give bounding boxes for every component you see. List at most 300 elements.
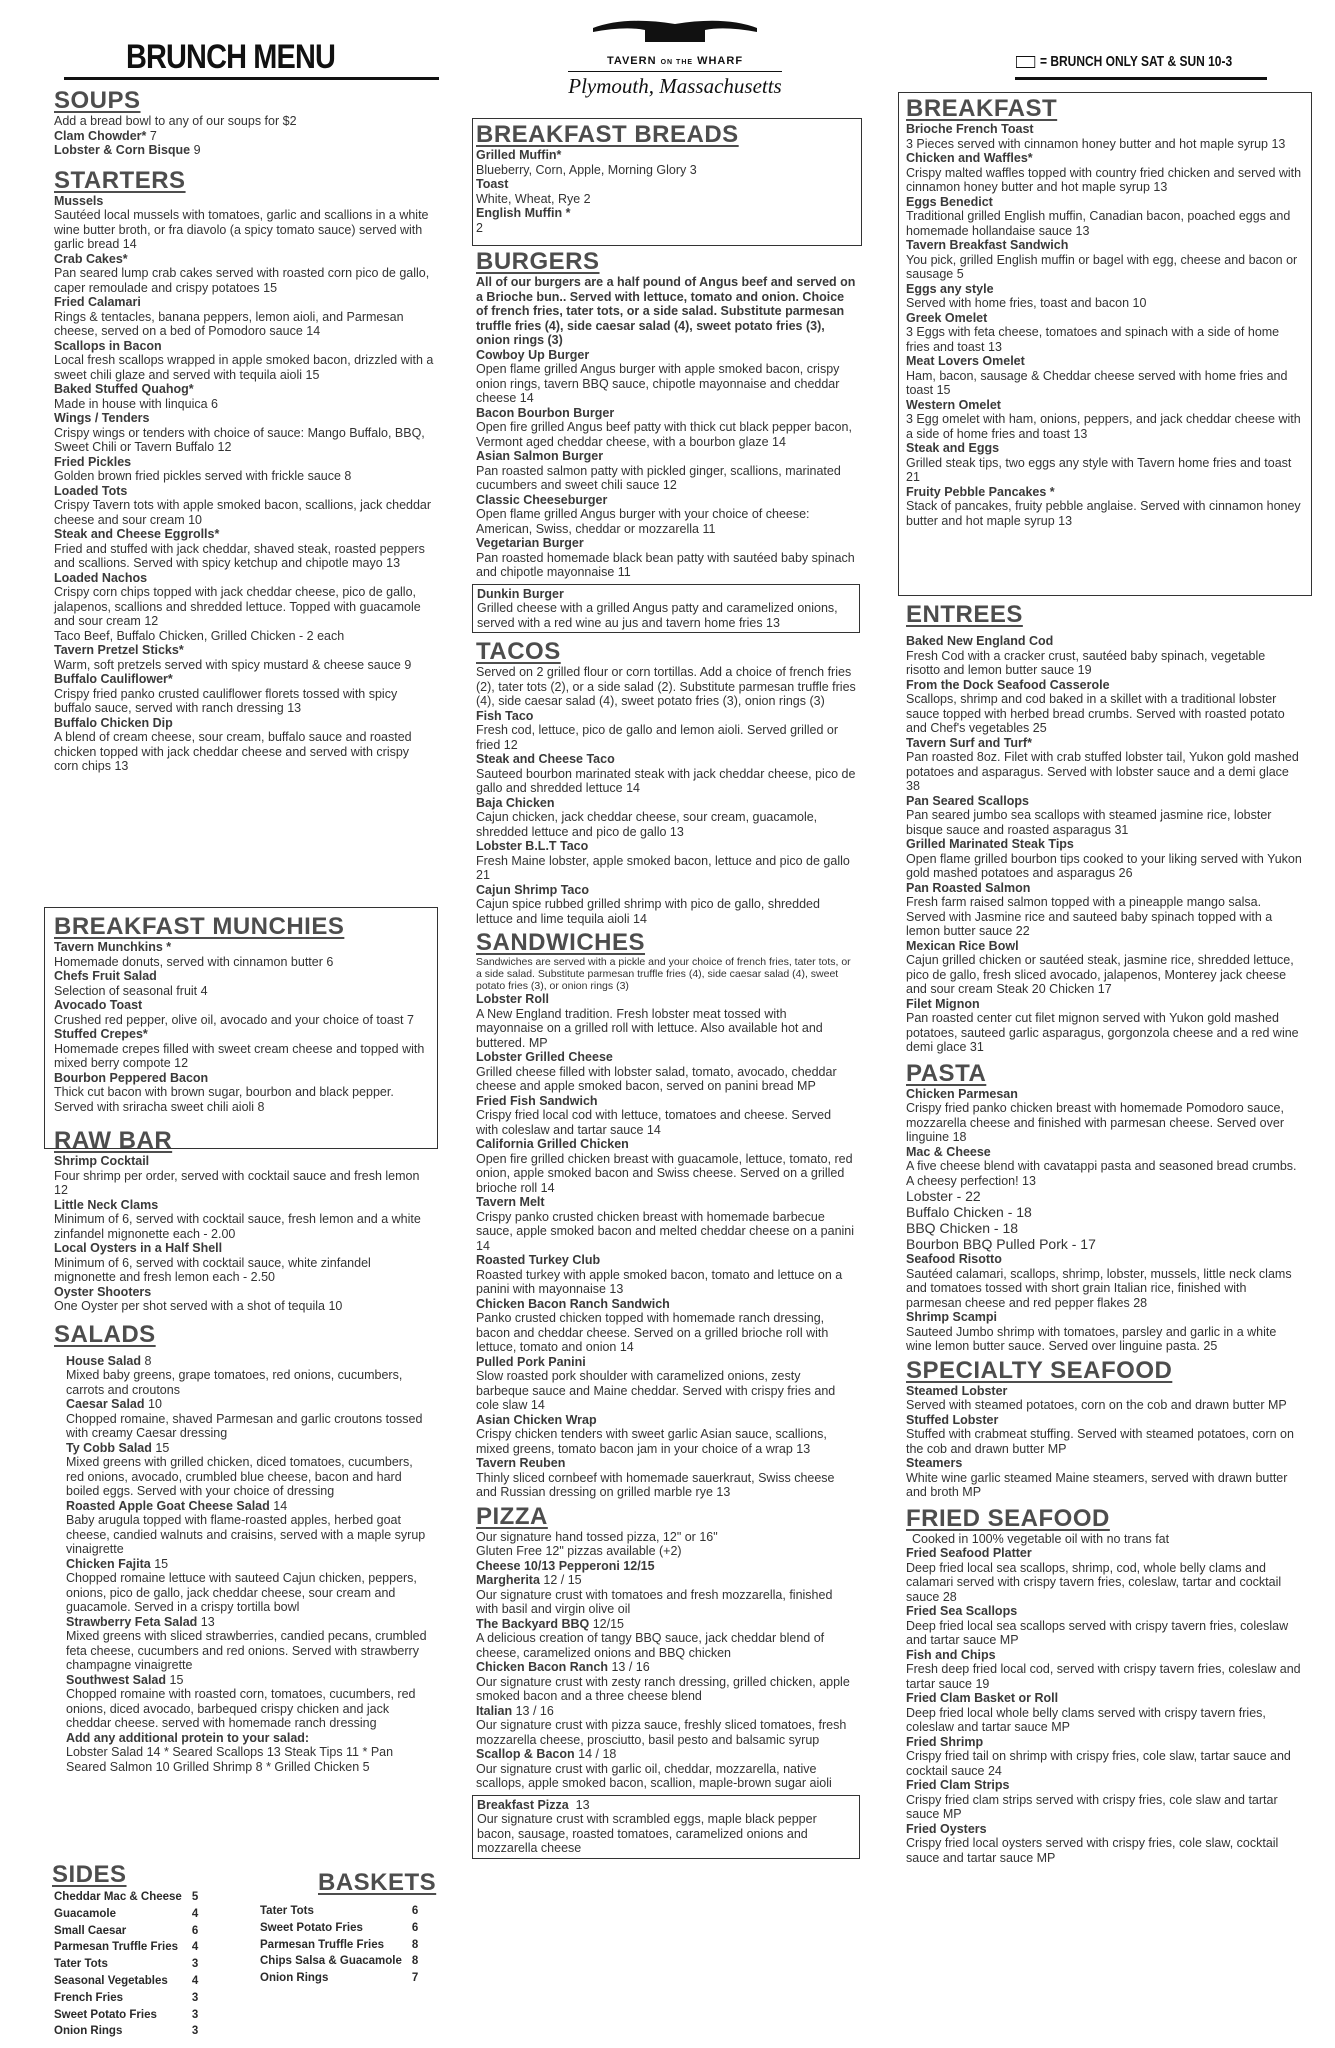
- mac-option: Lobster - 22: [906, 1188, 981, 1204]
- menu-item-name: Fish Taco: [476, 708, 534, 723]
- menu-item-desc: Cajun grilled chicken or sautéed steak, jasmine rice, shredded lettuce, pico de gallo, fresh sliced avocado, jalapenos, Monterey jack cheese and sour cream Steak 20 Chicken 17: [906, 953, 1294, 996]
- menu-item: [906, 678, 1302, 736]
- menu-item-name: Greek Omelet: [906, 310, 988, 325]
- baskets-block: [250, 1870, 440, 1988]
- menu-item-title: [906, 1735, 1302, 1750]
- menu-item-desc: Fresh cod, lettuce, pico de gallo and lemon aioli. Served grilled or fried 12: [476, 723, 839, 752]
- side-price: 5: [191, 1891, 199, 1903]
- menu-item-name: Pulled Pork Panini: [476, 1354, 586, 1369]
- menu-item-desc: White, Wheat, Rye 2: [476, 191, 591, 206]
- menu-item-desc: Slow roasted pork shoulder with caramelized onions, zesty barbeque sauce and Maine cheddar. Served with crispy fries and cole slaw 14: [476, 1369, 836, 1412]
- menu-item-name: Strawberry Feta Salad: [66, 1614, 198, 1629]
- menu-item-desc: Crispy wings or tenders with choice of sauce: Mango Buffalo, BBQ, Sweet Chili or Tavern Buffalo 12: [54, 425, 425, 454]
- menu-item-desc: Panko crusted chicken topped with homemade ranch dressing, bacon and cheddar cheese. Served on a grilled brioche roll with lettuce, tomato and onion 14: [476, 1311, 829, 1354]
- menu-item-price: 12/15: [592, 1616, 624, 1631]
- menu-item-title: [54, 252, 434, 267]
- menu-item-desc: Open flame grilled Angus burger with your choice of cheese: American, Swiss, cheddar or mozzarella 11: [476, 507, 810, 536]
- menu-item-price: 13 / 16: [611, 1660, 650, 1674]
- menu-item-desc: Crispy malted waffles topped with country fried chicken and served with cinnamon honey butter and hot maple syrup 13: [906, 165, 1302, 194]
- menu-item-title: [906, 282, 1302, 297]
- menu-item-name: Scallops in Bacon: [54, 338, 162, 353]
- section-title-pizza: PIZZA: [476, 1502, 548, 1530]
- mac-option: BBQ Chicken - 18: [906, 1220, 1019, 1236]
- menu-item-desc: Local fresh scallops wrapped in apple smoked bacon, drizzled with a sweet chili glaze and served with tequila aioli 15: [54, 353, 434, 382]
- menu-item-title: [476, 1747, 856, 1762]
- menu-item-desc: Stuffed with crabmeat stuffing. Served with steamed potatoes, corn on the cob and drawn butter MP: [906, 1427, 1294, 1456]
- title-divider: [64, 77, 439, 80]
- menu-item-name: Tavern Reuben: [476, 1456, 566, 1470]
- menu-item: [54, 1241, 434, 1285]
- menu-item-title: [906, 151, 1302, 166]
- salads-protein-title: Add any additional protein to your salad:: [66, 1730, 310, 1745]
- side-row: [260, 1921, 418, 1936]
- side-name: Parmesan Truffle Fries: [260, 1938, 384, 1951]
- menu-item: [476, 449, 856, 493]
- menu-item: [906, 1648, 1302, 1692]
- menu-item-desc: Deep fried local sea scallops served with crispy tavern fries, coleslaw and tartar sauce MP: [906, 1618, 1289, 1647]
- menu-item-title: [476, 992, 856, 1007]
- column-right-lower: [906, 602, 1302, 1865]
- menu-item-name: Pan Seared Scallops: [906, 793, 1029, 808]
- menu-item-desc: Our signature crust with pizza sauce, freshly sliced tomatoes, fresh mozzarella cheese, prosciutto, basil pesto and balsamic syrup: [476, 1718, 847, 1747]
- menu-item: [54, 1285, 434, 1314]
- tacos-intro: Served on 2 grilled flour or corn tortillas. Add a choice of french fries (2), tater tots (2), or a side salad (2). Substitute parmesan truffle fries (4), side caesar salad (4), sweet potato fries (3), onion rings (3): [476, 665, 856, 708]
- dunkin-burger-desc: Grilled cheese with a grilled Angus patty and caramelized onions, served with a red wine au jus and tavern home fries 13: [477, 601, 838, 630]
- menu-item-desc: Ham, bacon, sausage & Cheddar cheese served with home fries and toast 15: [906, 368, 1288, 397]
- menu-item: [906, 151, 1302, 195]
- menu-item-name: Bourbon Peppered Bacon: [54, 1070, 209, 1085]
- side-name: Onion Rings: [260, 1972, 329, 1985]
- menu-item-desc: Open flame grilled bourbon tips cooked to your liking served with Yukon gold mashed potatoes and asparagus 26: [906, 851, 1302, 880]
- menu-item-name: Lobster Roll: [476, 992, 549, 1006]
- menu-item: [54, 940, 434, 969]
- side-row: [54, 2008, 198, 2023]
- menu-item-desc: A blend of cream cheese, sour cream, buffalo sauce and roasted chicken topped with jack cheddar cheese and served with crispy corn chips 13: [54, 730, 412, 773]
- menu-item-desc: A delicious creation of tangy BBQ sauce, jack cheddar blend of cheese, caramelized onions and BBQ chicken: [476, 1631, 825, 1660]
- soups-list: [54, 129, 434, 158]
- menu-item-title: [476, 1050, 856, 1065]
- menu-item-title: [906, 311, 1302, 326]
- menu-item: [476, 1704, 856, 1748]
- menu-item-desc: 2: [476, 220, 483, 235]
- menu-item-title: [54, 672, 434, 687]
- breakfast-pizza-box: [472, 1795, 860, 1859]
- menu-item-desc: Four shrimp per order, served with cocktail sauce and fresh lemon 12: [54, 1168, 420, 1197]
- menu-item-name: Vegetarian Burger: [476, 536, 584, 550]
- column-left-lower: [54, 914, 434, 1774]
- menu-item-name: Clam Chowder*: [54, 128, 147, 143]
- section-title-breads: BREAKFAST BREADS: [476, 121, 739, 148]
- menu-item-price: 10: [148, 1397, 162, 1411]
- menu-item-name: Wings / Tenders: [54, 411, 150, 425]
- menu-item-title: [906, 736, 1302, 751]
- menu-item-desc: 3 Egg omelet with ham, onions, peppers, and jack cheddar cheese with a side of home fries and toast 13: [906, 412, 1301, 441]
- menu-item-name: Tavern Munchkins *: [54, 940, 172, 954]
- menu-item: [476, 1195, 856, 1253]
- menu-item: [476, 493, 856, 537]
- menu-item-name: Mac & Cheese: [906, 1144, 991, 1159]
- menu-item-desc: Homemade crepes filled with sweet cream cheese and topped with mixed berry compote 12: [54, 1041, 425, 1070]
- menu-item-title: [906, 794, 1302, 809]
- menu-item-name: Eggs any style: [906, 281, 994, 296]
- menu-item-name: Meat Lovers Omelet: [906, 354, 1025, 368]
- menu-item-price: 14: [273, 1498, 288, 1513]
- menu-item-title: [54, 455, 434, 470]
- menu-item-desc: Open fire grilled chicken breast with guacamole, lettuce, tomato, red onion, apple smoked bacon and Swiss cheese. Served on a grilled brioche roll 14: [476, 1151, 853, 1195]
- menu-item: [906, 1691, 1302, 1735]
- menu-item-name: Grilled Muffin*: [476, 148, 562, 162]
- menu-item-title: [476, 1559, 856, 1574]
- menu-item-name: Baja Chicken: [476, 795, 555, 810]
- fried-list: [906, 1546, 1302, 1865]
- breakfast-pizza-price: 13: [575, 1797, 590, 1812]
- breads-list: [476, 148, 856, 235]
- menu-item-title: [476, 177, 856, 192]
- menu-item-name: Bacon Bourbon Burger: [476, 405, 615, 420]
- menu-item-desc: Homemade donuts, served with cinnamon butter 6: [54, 954, 334, 969]
- menu-item-desc: Scallops, shrimp and cod baked in a skillet with a traditional lobster sauce topped with herbed bread crumbs. Served with roasted potato and Chef's vegetables 25: [906, 692, 1285, 735]
- menu-item-title: [906, 1384, 1302, 1399]
- menu-item-desc: Minimum of 6, served with cocktail sauce, fresh lemon and a white zinfandel mignonette each - 2.00: [54, 1212, 421, 1241]
- side-price: 6: [411, 1921, 419, 1934]
- menu-item-title: [54, 1154, 434, 1169]
- side-name: Seasonal Vegetables: [54, 1974, 168, 1987]
- menu-item-name: Stuffed Lobster: [906, 1412, 999, 1427]
- menu-item: [476, 348, 856, 406]
- menu-item-name: Buffalo Chicken Dip: [54, 715, 173, 730]
- page-title: BRUNCH MENU: [126, 38, 336, 76]
- menu-item-title: [906, 634, 1302, 649]
- salads-protein-text: Lobster Salad 14 * Seared Scallops 13 Steak Tips 11 * Pan Seared Salmon 10 Grilled Shrimp 8 * Grilled Chicken 5: [66, 1745, 394, 1774]
- menu-item-desc: Crispy fried local oysters served with crispy fries, cole slaw, cocktail sauce and tartar sauce MP: [906, 1836, 1279, 1865]
- menu-item-title: [906, 1691, 1302, 1706]
- menu-item-name: Buffalo Cauliflower*: [54, 672, 173, 686]
- side-name: Guacamole: [54, 1907, 116, 1920]
- menu-item-name: Oyster Shooters: [54, 1284, 152, 1299]
- menu-item-desc: Crushed red pepper, olive oil, avocado and your choice of toast 7: [54, 1012, 414, 1027]
- side-price: 3: [191, 1991, 199, 2004]
- menu-item-title: [476, 449, 856, 464]
- menu-item-name: Chicken Parmesan: [906, 1086, 1018, 1101]
- side-name: Tater Tots: [260, 1905, 314, 1917]
- menu-item: [54, 1198, 434, 1242]
- menu-item-title: [54, 643, 434, 658]
- section-title-rawbar: RAW BAR: [54, 1127, 173, 1154]
- menu-item: [476, 1559, 856, 1574]
- section-title-pasta: PASTA: [906, 1059, 987, 1087]
- side-name: Parmesan Truffle Fries: [54, 1941, 178, 1954]
- side-row: [260, 1938, 418, 1953]
- menu-item-title: [906, 837, 1302, 852]
- menu-item-desc: Crispy fried panko crusted cauliflower florets tossed with spicy buffalo sauce, served with ranch dressing 13: [54, 686, 398, 715]
- pizza-intro-1: Our signature hand tossed pizza, 12" or 16": [476, 1529, 718, 1544]
- legend-box-icon: [1016, 56, 1035, 68]
- menu-item-price: 13: [200, 1614, 215, 1629]
- menu-item-name: Baked Stuffed Quahog*: [54, 382, 194, 396]
- menu-item-desc: Minimum of 6, served with cocktail sauce, white zinfandel mignonette and fresh lemon each - 2.50: [54, 1255, 371, 1284]
- side-price: 8: [411, 1938, 419, 1951]
- menu-item-title: [906, 1456, 1302, 1471]
- menu-item-desc: Open fire grilled Angus beef patty with thick cut black pepper bacon, Vermont aged cheddar cheese, with a bourbon glaze 14: [476, 420, 852, 449]
- menu-item-title: [54, 571, 434, 586]
- tacos-list: [476, 709, 856, 927]
- menu-item-name: Asian Salmon Burger: [476, 449, 604, 463]
- burgers-intro: All of our burgers are a half pound of Angus beef and served on a Brioche bun.. Served with lettuce, tomato and onion. Choice of french fries, tater tots, or a side salad. Substitute parmesan truffle fries (4), side caesar salad (4), sweet potato fries (3), onion rings (3): [476, 275, 856, 347]
- side-row: [260, 1904, 418, 1919]
- menu-item-title: [906, 1310, 1302, 1325]
- menu-item-desc: 3 Pieces served with cinnamon honey butter and hot maple syrup 13: [906, 136, 1286, 151]
- side-row: [260, 1971, 418, 1986]
- menu-item: [54, 143, 434, 158]
- menu-item-price: 15: [169, 1672, 184, 1687]
- menu-item-desc: Fresh deep fried local cod, served with crispy tavern fries, coleslaw and tartar sauce 19: [906, 1662, 1301, 1691]
- side-price: 4: [191, 1974, 199, 1987]
- menu-item-name: Steak and Cheese Eggrolls*: [54, 527, 220, 541]
- side-name: Small Caesar: [54, 1924, 127, 1937]
- menu-item: [906, 997, 1302, 1055]
- starters-list: [54, 194, 434, 774]
- menu-item-name: Shrimp Cocktail: [54, 1154, 150, 1168]
- side-row: [54, 1940, 198, 1955]
- menu-item-title: [476, 206, 856, 221]
- menu-item-desc: Sauteed bourbon marinated steak with jack cheddar cheese, pico de gallo and shredded lettuce 14: [476, 766, 856, 795]
- menu-item-name: Fried Seafood Platter: [906, 1546, 1032, 1560]
- menu-item-title: [906, 354, 1302, 369]
- menu-item-desc: Fresh Cod with a cracker crust, sautéed baby spinach, vegetable risotto and lemon butter sauce 19: [906, 648, 1266, 677]
- menu-item-name: Tavern Surf and Turf*: [906, 735, 1032, 750]
- menu-item-name: Toast: [476, 177, 509, 191]
- menu-item-title: [66, 1499, 434, 1514]
- menu-item-title: [906, 441, 1302, 456]
- menu-item-name: Seafood Risotto: [906, 1252, 1002, 1266]
- menu-item-desc: Our signature crust with tomatoes and fresh mozzarella, finished with basil and virgin olive oil: [476, 1587, 833, 1616]
- menu-item-title: [54, 411, 434, 426]
- menu-item-title: [476, 1704, 856, 1719]
- menu-item-desc: Open flame grilled Angus burger with apple smoked bacon, crispy onion rings, tavern BBQ sauce, chipotle mayonnaise and cheddar cheese 14: [476, 362, 840, 405]
- menu-item-price: 8: [144, 1353, 152, 1368]
- menu-item: [906, 1145, 1302, 1189]
- menu-item-name: Italian: [476, 1703, 513, 1718]
- menu-item-title: [66, 1673, 434, 1688]
- menu-item-title: [476, 1137, 856, 1152]
- menu-item-title: [54, 1241, 434, 1256]
- menu-item: [906, 354, 1302, 398]
- side-row: [54, 1890, 198, 1905]
- menu-item: [906, 634, 1302, 678]
- menu-item-price: 15: [154, 1556, 169, 1571]
- side-price: 3: [191, 1958, 199, 1971]
- menu-item-title: [906, 1413, 1302, 1428]
- menu-item-name: Scallop & Bacon: [476, 1747, 575, 1761]
- menu-item-desc: One Oyster per shot served with a shot of tequila 10: [54, 1299, 343, 1313]
- section-title-sides: SIDES: [52, 1861, 127, 1888]
- menu-item-title: [54, 194, 434, 209]
- menu-item-title: [476, 348, 856, 363]
- menu-item-title: [906, 1822, 1302, 1837]
- menu-item: [906, 195, 1302, 239]
- menu-item-title: [476, 1297, 856, 1312]
- menu-item-name: Western Omelet: [906, 397, 1001, 412]
- side-name: Tater Tots: [54, 1958, 108, 1971]
- menu-item-name: Little Neck Clams: [54, 1197, 159, 1212]
- menu-item-title: [476, 1456, 856, 1471]
- menu-item-name: Fried Clam Basket or Roll: [906, 1691, 1059, 1705]
- menu-item-title: [476, 1094, 856, 1109]
- side-name: Sweet Potato Fries: [260, 1921, 363, 1934]
- brunch-legend: = BRUNCH ONLY SAT & SUN 10-3: [1016, 53, 1232, 70]
- side-price: 3: [191, 2025, 199, 2038]
- entrees-list: [906, 634, 1302, 1055]
- menu-item: [54, 339, 434, 383]
- menu-item-desc: Crispy fried panko chicken breast with homemade Pomodoro sauce, mozzarella cheese and finished with parmesan cheese. Served over linguine 18: [906, 1101, 1284, 1144]
- menu-item-name: Fruity Pebble Pancakes *: [906, 484, 1055, 499]
- side-name: Chips Salsa & Guacamole: [260, 1955, 402, 1968]
- menu-item-name: Tavern Breakfast Sandwich: [906, 238, 1069, 252]
- menu-item-name: Fried Shrimp: [906, 1734, 984, 1749]
- menu-item: [906, 1456, 1302, 1500]
- menu-item-desc: Crispy fried local cod with lettuce, tomatoes and cheese. Served with coleslaw and tartar sauce 14: [476, 1108, 832, 1137]
- menu-item-price: 15: [155, 1440, 170, 1455]
- menu-item-name: Chicken Fajita: [66, 1556, 151, 1571]
- menu-item: [906, 398, 1302, 442]
- menu-item: [66, 1615, 434, 1673]
- menu-item-desc: Crispy chicken tenders with sweet garlic Asian sauce, scallions, mixed greens, tomato bacon jam in your choice of a wrap 13: [476, 1427, 827, 1456]
- menu-item-title: [54, 1071, 434, 1086]
- menu-item: [476, 177, 856, 206]
- menu-item: [54, 1027, 434, 1071]
- menu-item-name: Stuffed Crepes*: [54, 1027, 148, 1041]
- breakfast-pizza-desc: Our signature crust with scrambled eggs, maple black pepper bacon, sausage, roasted tomatoes, caramelized onions and mozzarella cheese: [477, 1812, 817, 1855]
- menu-item-desc: Stack of pancakes, fruity pebble anglaise. Served with cinnamon honey butter and hot maple syrup 13: [906, 499, 1301, 528]
- menu-item-desc: Crispy corn chips topped with jack cheddar cheese, pico de gallo, jalapenos, scallions and shredded lettuce. Topped with guacamole and sour cream 12: [54, 585, 421, 628]
- dunkin-burger-name: Dunkin Burger: [477, 586, 564, 601]
- menu-item: [476, 1413, 856, 1457]
- menu-item: [476, 1456, 856, 1500]
- menu-item-price: 9: [190, 143, 201, 157]
- side-name: Sweet Potato Fries: [54, 2008, 157, 2021]
- menu-item-title: [66, 1354, 434, 1369]
- pasta-list-2: [906, 1252, 1302, 1354]
- menu-item-name: Tavern Melt: [476, 1195, 545, 1209]
- section-title-sandwiches: SANDWICHES: [476, 929, 646, 956]
- menu-item-name: Chefs Fruit Salad: [54, 969, 157, 983]
- menu-item-desc: Crispy fried tail on shrimp with crispy fries, cole slaw, tartar sauce and cocktail sauce 24: [906, 1749, 1291, 1778]
- menu-item-name: Tavern Pretzel Sticks*: [54, 643, 184, 657]
- menu-item: [476, 536, 856, 580]
- menu-item-title: [906, 1252, 1302, 1267]
- pizza-intro-2: Gluten Free 12" pizzas available (+2): [476, 1544, 682, 1558]
- menu-item: [906, 1822, 1302, 1866]
- menu-item-title: [906, 485, 1302, 500]
- side-name: Onion Rings: [54, 2025, 123, 2038]
- menu-item-title: [476, 796, 856, 811]
- menu-item-name: Southwest Salad: [66, 1672, 167, 1687]
- side-row: [54, 1907, 198, 1922]
- menu-item-title: [476, 1660, 856, 1675]
- menu-item-name: Roasted Apple Goat Cheese Salad: [66, 1498, 270, 1513]
- menu-item: [54, 969, 434, 998]
- menu-item-desc: Made in house with linquica 6: [54, 396, 218, 411]
- menu-item-desc: Rings & tentacles, banana peppers, lemon aioli, and Parmesan cheese, served on a bed of Pomodoro sauce 14: [54, 309, 404, 338]
- column-left: [54, 88, 434, 774]
- menu-item-title: [54, 940, 434, 955]
- column-right: [906, 96, 1302, 528]
- menu-item-desc: White wine garlic steamed Maine steamers, served with drawn butter and broth MP: [906, 1470, 1288, 1499]
- menu-item: [66, 1499, 434, 1557]
- menu-item: [476, 1617, 856, 1661]
- side-price: 8: [411, 1955, 419, 1968]
- menu-item-price: 13 / 16: [515, 1703, 554, 1718]
- menu-item-name: Classic Cheeseburger: [476, 492, 608, 507]
- menu-item-title: [476, 1253, 856, 1268]
- menu-item-desc: Mixed baby greens, grape tomatoes, red onions, cucumbers, carrots and croutons: [66, 1368, 403, 1397]
- menu-item: [54, 411, 434, 455]
- menu-item-title: [906, 398, 1302, 413]
- menu-item: [906, 1384, 1302, 1413]
- side-row: [54, 1991, 198, 2006]
- menu-item: [54, 643, 434, 672]
- menu-item: [476, 1050, 856, 1094]
- menu-item-name: The Backyard BBQ: [476, 1616, 590, 1631]
- menu-item: [906, 1778, 1302, 1822]
- menu-item-title: [66, 1615, 434, 1630]
- section-title-munchies: BREAKFAST MUNCHIES: [54, 913, 345, 940]
- menu-item: [54, 484, 434, 528]
- menu-item-desc: Golden brown fried pickles served with frickle sauce 8: [54, 469, 352, 483]
- menu-item-name: Steamers: [906, 1456, 963, 1470]
- menu-item: [476, 1297, 856, 1355]
- menu-item-title: [906, 1648, 1302, 1663]
- menu-item-desc: Baby arugula topped with flame-roasted apples, herbed goat cheese, candied walnuts and craisins, served with a maple syrup vinaigrette: [66, 1513, 426, 1556]
- menu-item-desc: Deep fried local sea scallops, shrimp, cod, whole belly clams and calamari served with crispy tavern fries, coleslaw, tartar and cocktail sauce 28: [906, 1560, 1282, 1604]
- menu-item-name: Filet Mignon: [906, 996, 980, 1011]
- section-title-baskets: BASKETS: [318, 1869, 437, 1896]
- menu-item: [54, 716, 434, 774]
- menu-item-name: Fried Sea Scallops: [906, 1604, 1018, 1618]
- menu-item: [906, 939, 1302, 997]
- menu-item: [906, 736, 1302, 794]
- menu-item-desc: Fresh farm raised salmon topped with a pineapple mango salsa. Served with Jasmine rice and sauteed baby spinach topped with a lemon butter sauce 22: [906, 895, 1273, 938]
- menu-item: [476, 709, 856, 753]
- menu-item-desc: A five cheese blend with cavatappi pasta and seasoned bread crumbs. A cheesy perfection! 13: [906, 1159, 1297, 1188]
- menu-item-name: Lobster Grilled Cheese: [476, 1050, 613, 1064]
- section-title-tacos: TACOS: [476, 638, 561, 665]
- menu-item-title: [476, 709, 856, 724]
- menu-item: [66, 1354, 434, 1398]
- section-title-soups: SOUPS: [54, 87, 141, 114]
- menu-item: [66, 1557, 434, 1615]
- menu-item-title: [476, 1355, 856, 1370]
- menu-item-price: 12 / 15: [543, 1573, 582, 1587]
- pizza-list: [476, 1559, 856, 1791]
- cleat-icon: [585, 14, 765, 48]
- side-price: 3: [191, 2008, 199, 2021]
- menu-item-name: English Muffin *: [476, 206, 571, 220]
- menu-item-name: Local Oysters in a Half Shell: [54, 1241, 223, 1255]
- menu-item-desc: Pan seared jumbo sea scallops with steamed jasmine rice, lobster bisque sauce and roasted asparagus 31: [906, 808, 1272, 837]
- menu-item: [476, 839, 856, 883]
- menu-item-title: [906, 122, 1302, 137]
- menu-item-title: [54, 969, 434, 984]
- menu-item-name: Cowboy Up Burger: [476, 347, 590, 362]
- menu-item: [906, 441, 1302, 485]
- menu-item-title: [906, 939, 1302, 954]
- section-title-fried: FRIED SEAFOOD: [906, 1504, 1110, 1532]
- menu-item: [476, 752, 856, 796]
- menu-item: [906, 1604, 1302, 1648]
- header-divider: [1015, 77, 1267, 80]
- menu-item-desc: You pick, grilled English muffin or bagel with egg, cheese and bacon or sausage 5: [906, 252, 1298, 281]
